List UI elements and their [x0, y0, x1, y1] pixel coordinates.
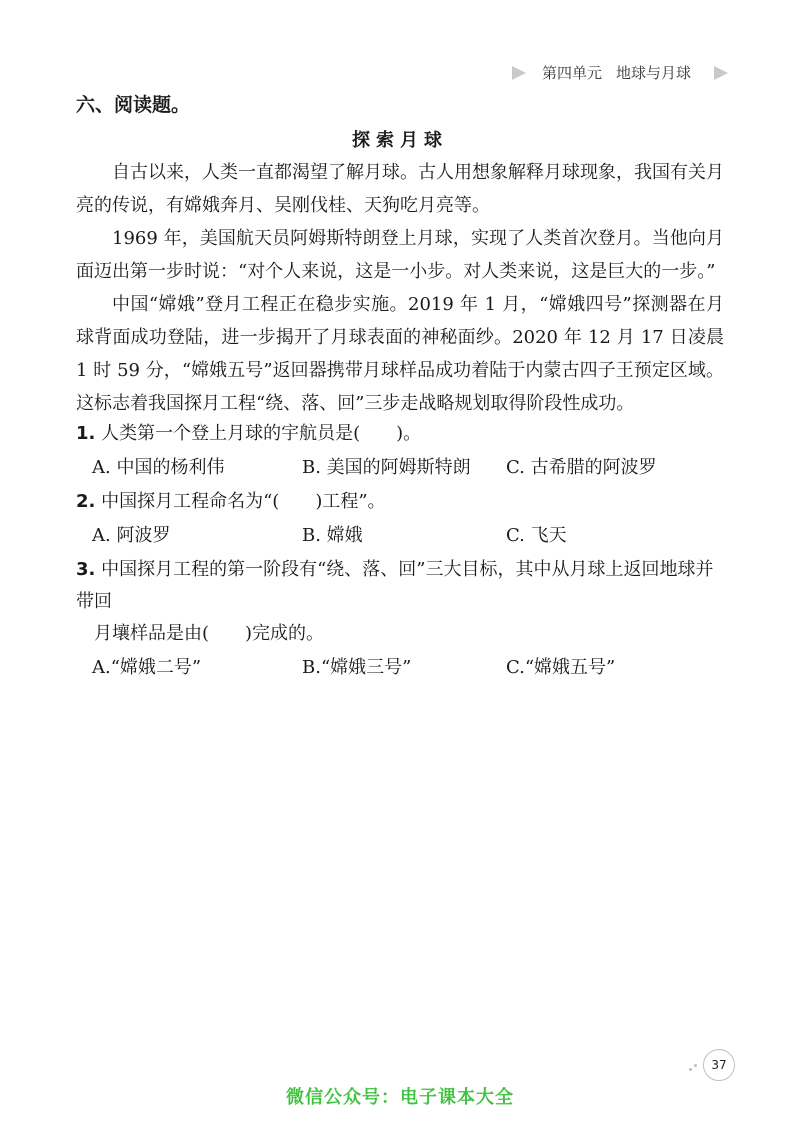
decor-dot-icon — [689, 1068, 692, 1071]
question-stem-continued: 月壤样品是由( )完成的。 — [94, 623, 325, 644]
section-title: 六、阅读题。 — [76, 94, 191, 116]
passage-paragraph: 1969 年，美国航天员阿姆斯特朗登上月球，实现了人类首次登月。当他向月面迈出第一步时说：“对个人来说，这是一小步。对人类来说，这是巨大的一步。” — [76, 228, 724, 282]
option-row — [76, 450, 724, 486]
passage-paragraph: 中国“嫦娥”登月工程正在稳步实施。2019 年 1 月，“嫦娥四号”探测器在月球背面成功登陆，进一步揭开了月球表面的神秘面纱。2020 年 12 月 17 日凌晨 1 时 59 分，“嫦娥五号”返回器携带月球样品成功着陆于内蒙古四子王预定区域。这标志着我国探月工程“绕、落、回”三步走战略规划取得阶段性成功。 — [76, 294, 724, 414]
reading-passage — [76, 156, 724, 420]
page-number: 37 — [703, 1049, 735, 1081]
question-number: 3. — [76, 559, 96, 580]
option-b[interactable]: B. 美国的阿姆斯特朗 — [302, 457, 471, 478]
passage-paragraph: 自古以来，人类一直都渴望了解月球。古人用想象解释月球现象，我国有关月亮的传说，有嫦娥奔月、吴刚伐桂、天狗吃月亮等。 — [76, 162, 724, 216]
option-c[interactable]: C. 古希腊的阿波罗 — [506, 457, 657, 478]
option-b[interactable]: B. 嫦娥 — [302, 525, 363, 546]
decor-dot-icon — [694, 1064, 697, 1067]
question-list — [76, 418, 724, 686]
option-c[interactable]: C. 飞天 — [506, 525, 567, 546]
header-topic: 地球与月球 — [616, 64, 692, 82]
header-unit: 第四单元 — [542, 64, 603, 82]
option-row — [76, 650, 724, 686]
question-number: 2. — [76, 491, 96, 512]
question-stem: 中国探月工程命名为“( )工程”。 — [101, 491, 386, 512]
question-2 — [76, 486, 724, 554]
header-triangle-left-icon — [512, 66, 526, 80]
option-a[interactable]: A.“嫦娥二号” — [92, 657, 202, 678]
option-b[interactable]: B.“嫦娥三号” — [302, 657, 412, 678]
article-title: 探索月球 — [352, 130, 448, 151]
running-header — [512, 62, 728, 84]
option-c[interactable]: C.“嫦娥五号” — [506, 657, 616, 678]
option-a[interactable]: A. 阿波罗 — [92, 525, 171, 546]
question-1 — [76, 418, 724, 486]
watermark: 微信公众号：电子课本大全 — [286, 1087, 514, 1108]
question-number: 1. — [76, 423, 96, 444]
question-stem: 人类第一个登上月球的宇航员是( )。 — [101, 423, 422, 444]
question-3 — [76, 554, 724, 686]
option-row — [76, 518, 724, 554]
header-triangle-right-icon — [714, 66, 728, 80]
question-stem: 中国探月工程的第一阶段有“绕、落、回”三大目标，其中从月球上返回地球并带回 — [76, 559, 714, 612]
option-a[interactable]: A. 中国的杨利伟 — [92, 457, 225, 478]
